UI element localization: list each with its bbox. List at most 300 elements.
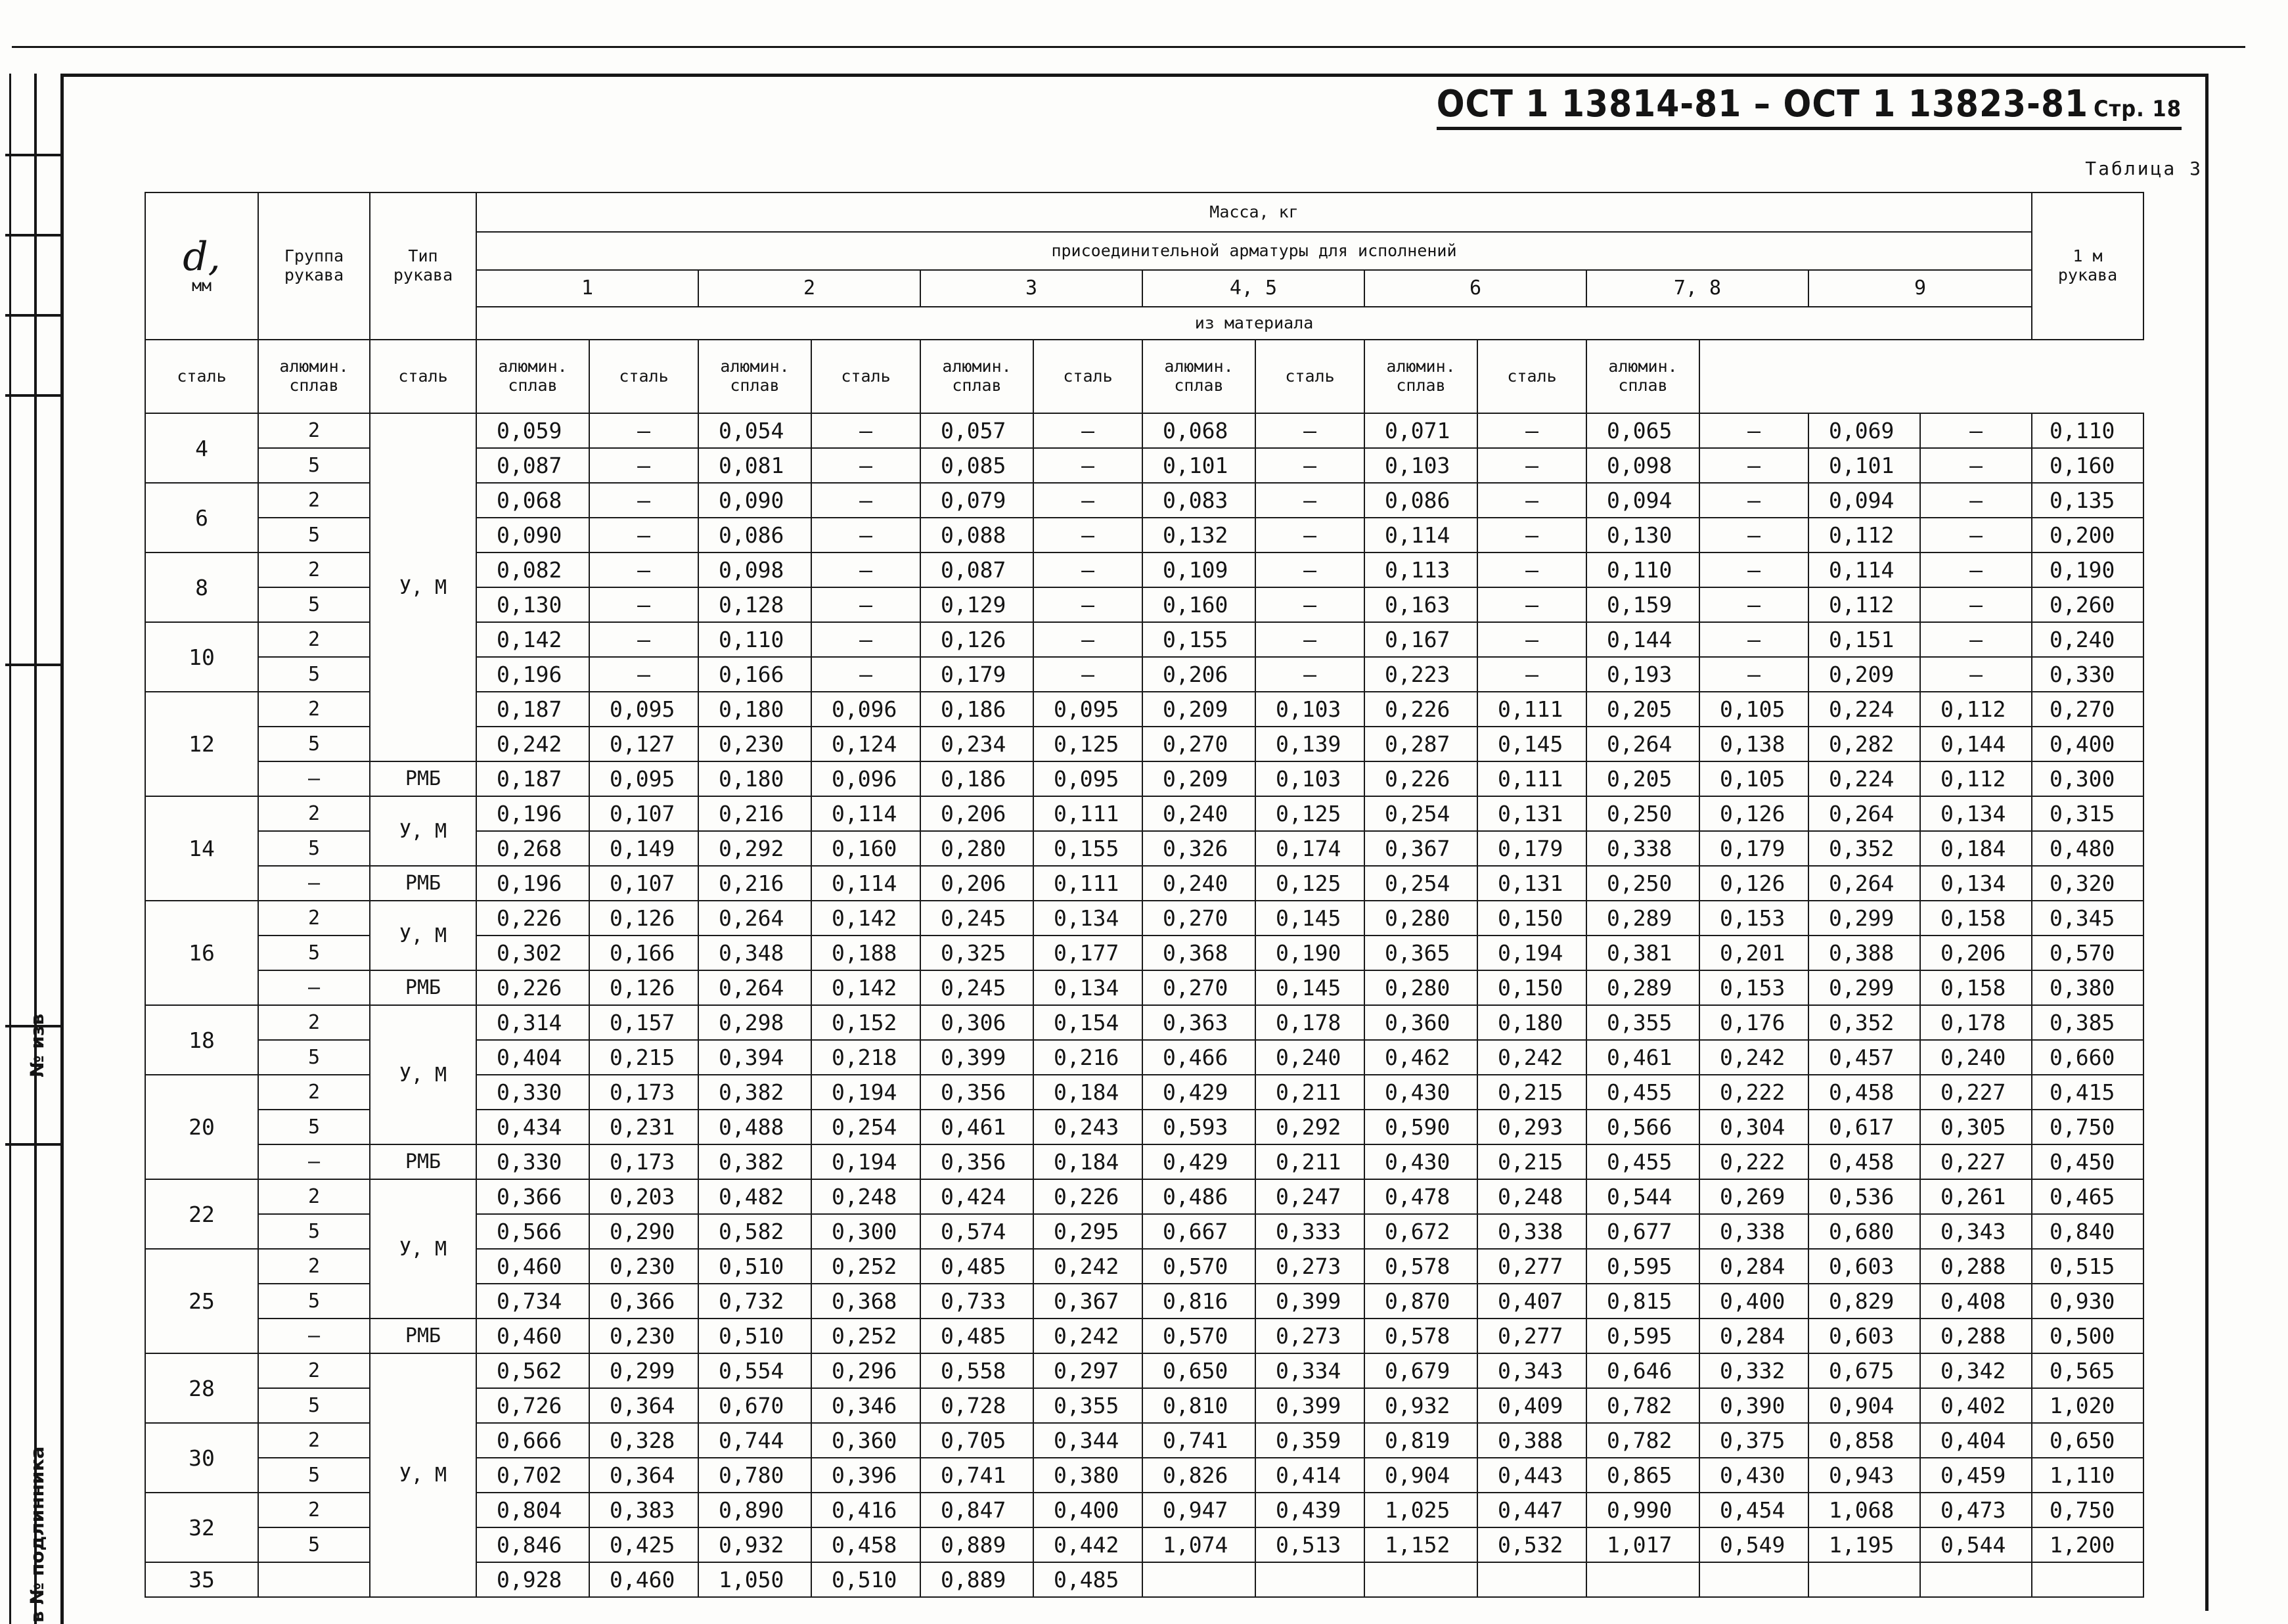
alloy-mass-cell: 0,293	[1477, 1110, 1586, 1144]
alloy-mass-cell: 0,473	[1920, 1493, 2032, 1527]
steel-mass-cell: 0,478	[1364, 1179, 1477, 1214]
hose-group-cell: 2	[258, 1249, 370, 1284]
alloy-mass-cell: 0,211	[1255, 1144, 1364, 1179]
diameter-cell: 4	[145, 413, 258, 483]
alloy-mass-cell: –	[1255, 483, 1364, 518]
steel-mass-cell: 0,430	[1364, 1075, 1477, 1110]
hose-group-cell: –	[258, 1319, 370, 1353]
steel-mass-cell: 0,306	[920, 1005, 1033, 1040]
steel-mass-cell: 0,128	[698, 587, 811, 622]
steel-mass-cell: 0,356	[920, 1144, 1033, 1179]
steel-mass-cell: 0,186	[920, 692, 1033, 727]
hose-mass-cell: 0,190	[2032, 553, 2143, 587]
steel-mass-cell: 0,667	[1142, 1214, 1255, 1249]
hose-mass-cell: 0,160	[2032, 448, 2143, 483]
steel-mass-cell: 0,726	[476, 1388, 589, 1423]
execution-header: 1	[476, 270, 698, 307]
hose-mass-cell: 0,515	[2032, 1249, 2143, 1284]
hose-mass-cell: 0,660	[2032, 1040, 2143, 1075]
alloy-mass-cell: –	[1255, 518, 1364, 553]
steel-mass-cell: 0,180	[698, 761, 811, 796]
steel-mass-cell: 0,352	[1808, 831, 1920, 866]
alloy-mass-cell: 0,107	[589, 866, 698, 901]
steel-mass-cell: 0,282	[1808, 727, 1920, 761]
alloy-mass-cell: –	[1699, 518, 1808, 553]
alloy-mass-cell: 0,134	[1920, 796, 2032, 831]
alloy-mass-cell: 0,399	[1255, 1284, 1364, 1319]
aluminum-alloy-header: алюмин. сплав	[920, 340, 1033, 413]
steel-mass-cell	[1586, 1562, 1699, 1597]
hose-group-cell: 5	[258, 1388, 370, 1423]
alloy-mass-cell: –	[811, 587, 920, 622]
steel-mass-cell: 0,085	[920, 448, 1033, 483]
steel-mass-cell: 0,382	[698, 1075, 811, 1110]
steel-mass-cell: 0,399	[920, 1040, 1033, 1075]
steel-mass-cell: 0,268	[476, 831, 589, 866]
diameter-cell: 22	[145, 1179, 258, 1249]
alloy-mass-cell: 0,173	[589, 1144, 698, 1179]
steel-mass-cell: 0,388	[1808, 936, 1920, 970]
hose-type-cell: РМБ	[370, 866, 476, 901]
steel-mass-cell: 0,090	[698, 483, 811, 518]
steel-mass-cell: 0,782	[1586, 1423, 1699, 1458]
steel-mass-cell: 0,206	[920, 796, 1033, 831]
steel-mass-cell: 0,088	[920, 518, 1033, 553]
alloy-mass-cell: 0,442	[1033, 1527, 1142, 1562]
steel-mass-cell	[1142, 1562, 1255, 1597]
steel-mass-cell: 0,264	[1808, 866, 1920, 901]
alloy-mass-cell: –	[1699, 587, 1808, 622]
steel-mass-cell: 0,325	[920, 936, 1033, 970]
alloy-mass-cell: 0,155	[1033, 831, 1142, 866]
steel-mass-cell: 0,365	[1364, 936, 1477, 970]
hose-group-cell: –	[258, 1144, 370, 1179]
table-row	[145, 901, 2143, 936]
alloy-mass-cell: 0,388	[1477, 1423, 1586, 1458]
alloy-mass-cell: 0,149	[589, 831, 698, 866]
alloy-mass-cell: 0,114	[811, 796, 920, 831]
steel-mass-cell: 0,083	[1142, 483, 1255, 518]
alloy-mass-cell: 0,366	[589, 1284, 698, 1319]
steel-mass-cell: 0,098	[698, 553, 811, 587]
hose-group-cell: –	[258, 970, 370, 1005]
alloy-mass-cell: 0,328	[589, 1423, 698, 1458]
alloy-mass-cell: –	[1255, 553, 1364, 587]
steel-mass-cell: 1,152	[1364, 1527, 1477, 1562]
steel-mass-cell: 1,068	[1808, 1493, 1920, 1527]
mass-header: Масса, кг	[476, 192, 2032, 232]
hose-type-cell: РМБ	[370, 970, 476, 1005]
steel-mass-cell: 0,429	[1142, 1075, 1255, 1110]
alloy-mass-cell: 0,112	[1920, 692, 2032, 727]
alloy-mass-cell: 0,126	[1699, 866, 1808, 901]
alloy-mass-cell: 0,402	[1920, 1388, 2032, 1423]
alloy-mass-cell: 0,105	[1699, 692, 1808, 727]
hose-group-cell: 2	[258, 1179, 370, 1214]
alloy-mass-cell: 0,227	[1920, 1075, 2032, 1110]
steel-mass-cell: 0,082	[476, 553, 589, 587]
steel-mass-cell: 0,226	[476, 970, 589, 1005]
alloy-mass-cell: 0,095	[1033, 692, 1142, 727]
aluminum-alloy-header: алюмин. сплав	[476, 340, 589, 413]
alloy-mass-cell: 0,178	[1255, 1005, 1364, 1040]
alloy-mass-cell: 0,364	[589, 1458, 698, 1493]
hose-group-cell: –	[258, 761, 370, 796]
alloy-mass-cell: 0,145	[1255, 970, 1364, 1005]
alloy-mass-cell: –	[1920, 483, 2032, 518]
steel-mass-cell: 0,110	[1586, 553, 1699, 587]
alloy-mass-cell: –	[1920, 553, 2032, 587]
steel-mass-cell: 0,160	[1142, 587, 1255, 622]
steel-mass-cell: 0,815	[1586, 1284, 1699, 1319]
alloy-mass-cell: 0,111	[1033, 796, 1142, 831]
steel-mass-cell: 0,482	[698, 1179, 811, 1214]
steel-mass-cell: 0,166	[698, 657, 811, 692]
steel-mass-cell: 0,264	[1586, 727, 1699, 761]
diameter-unit: мм	[191, 275, 212, 295]
steel-mass-cell: 0,059	[476, 413, 589, 448]
alloy-mass-cell: 0,215	[1477, 1075, 1586, 1110]
aluminum-alloy-header: алюмин. сплав	[258, 340, 370, 413]
steel-mass-cell: 0,155	[1142, 622, 1255, 657]
alloy-mass-cell: 0,460	[589, 1562, 698, 1597]
alloy-mass-cell: –	[1255, 657, 1364, 692]
alloy-mass-cell: 0,114	[811, 866, 920, 901]
steel-mass-cell: 0,216	[698, 866, 811, 901]
hose-group-cell: 5	[258, 831, 370, 866]
steel-mass-cell: 0,087	[476, 448, 589, 483]
diameter-cell: 12	[145, 692, 258, 796]
alloy-mass-cell: 0,277	[1477, 1249, 1586, 1284]
alloy-mass-cell: 0,368	[811, 1284, 920, 1319]
hose-mass-cell: 0,135	[2032, 483, 2143, 518]
alloy-mass-cell: 0,383	[589, 1493, 698, 1527]
steel-mass-cell: 0,132	[1142, 518, 1255, 553]
alloy-mass-cell: 0,184	[1033, 1075, 1142, 1110]
alloy-mass-cell: –	[1920, 518, 2032, 553]
alloy-mass-cell: –	[589, 483, 698, 518]
alloy-mass-cell: 0,184	[1033, 1144, 1142, 1179]
steel-mass-cell: 0,603	[1808, 1249, 1920, 1284]
steel-mass-cell: 0,130	[476, 587, 589, 622]
steel-mass-cell: 0,904	[1808, 1388, 1920, 1423]
hose-mass-cell: 0,300	[2032, 761, 2143, 796]
margin-tick	[5, 1143, 60, 1146]
steel-mass-cell: 0,079	[920, 483, 1033, 518]
hose-group-header: Группа рукава	[258, 192, 370, 340]
alloy-mass-cell: 0,332	[1699, 1353, 1808, 1388]
steel-mass-cell: 0,744	[698, 1423, 811, 1458]
steel-mass-cell: 0,646	[1586, 1353, 1699, 1388]
alloy-mass-cell: –	[811, 518, 920, 553]
steel-mass-cell: 0,094	[1586, 483, 1699, 518]
steel-mass-cell: 0,338	[1586, 831, 1699, 866]
steel-mass-cell: 1,017	[1586, 1527, 1699, 1562]
steel-mass-cell: 0,230	[698, 727, 811, 761]
standard-code: ОСТ 1 13814-81 – ОСТ 1 13823-81	[1436, 83, 2089, 125]
steel-mass-cell: 1,074	[1142, 1527, 1255, 1562]
alloy-mass-cell: 0,380	[1033, 1458, 1142, 1493]
hose-mass-cell: 0,750	[2032, 1493, 2143, 1527]
alloy-mass-cell: 0,194	[1477, 936, 1586, 970]
alloy-mass-cell: 0,240	[1920, 1040, 2032, 1075]
steel-mass-cell: 0,562	[476, 1353, 589, 1388]
alloy-mass-cell: 0,399	[1255, 1388, 1364, 1423]
alloy-mass-cell: 0,396	[811, 1458, 920, 1493]
diameter-cell: 18	[145, 1005, 258, 1075]
alloy-mass-cell: 0,190	[1255, 936, 1364, 970]
steel-mass-cell: 0,179	[920, 657, 1033, 692]
steel-mass-cell: 0,536	[1808, 1179, 1920, 1214]
diameter-cell: 28	[145, 1353, 258, 1423]
alloy-mass-cell: 0,277	[1477, 1319, 1586, 1353]
alloy-mass-cell: 0,409	[1477, 1388, 1586, 1423]
alloy-mass-cell: 0,145	[1477, 727, 1586, 761]
steel-mass-cell: 0,087	[920, 553, 1033, 587]
alloy-mass-cell: 0,338	[1699, 1214, 1808, 1249]
table-row	[145, 1353, 2143, 1388]
steel-mass-cell: 0,932	[698, 1527, 811, 1562]
alloy-mass-cell: 0,111	[1477, 692, 1586, 727]
alloy-mass-cell: 0,284	[1699, 1249, 1808, 1284]
steel-mass-cell: 0,846	[476, 1527, 589, 1562]
alloy-mass-cell: 0,178	[1920, 1005, 2032, 1040]
alloy-mass-cell: 0,261	[1920, 1179, 2032, 1214]
alloy-mass-cell: 0,513	[1255, 1527, 1364, 1562]
hose-type-cell: РМБ	[370, 1319, 476, 1353]
steel-mass-cell: 0,186	[920, 761, 1033, 796]
alloy-mass-cell: 0,439	[1255, 1493, 1364, 1527]
steel-mass-cell: 0,209	[1808, 657, 1920, 692]
alloy-mass-cell: –	[1699, 657, 1808, 692]
steel-mass-cell: 0,205	[1586, 692, 1699, 727]
steel-mass-cell: 0,943	[1808, 1458, 1920, 1493]
hose-type-cell: У, М	[370, 413, 476, 761]
alloy-mass-cell: 0,222	[1699, 1075, 1808, 1110]
alloy-mass-cell: –	[1033, 518, 1142, 553]
table-row	[145, 796, 2143, 831]
alloy-mass-cell: 0,297	[1033, 1353, 1142, 1388]
alloy-mass-cell: 0,154	[1033, 1005, 1142, 1040]
table-label: Таблица 3	[2085, 158, 2203, 179]
hose-group-cell: 5	[258, 1458, 370, 1493]
alloy-mass-cell: –	[811, 657, 920, 692]
alloy-mass-cell: 0,242	[1699, 1040, 1808, 1075]
hose-mass-cell: 0,415	[2032, 1075, 2143, 1110]
steel-mass-cell: 0,672	[1364, 1214, 1477, 1249]
hose-group-cell: 2	[258, 413, 370, 448]
page-number: Стр. 18	[2094, 96, 2182, 122]
steel-mass-cell: 0,068	[1142, 413, 1255, 448]
alloy-mass-cell: 0,273	[1255, 1249, 1364, 1284]
steel-mass-cell: 0,728	[920, 1388, 1033, 1423]
alloy-mass-cell: –	[811, 483, 920, 518]
alloy-mass-cell: 0,296	[811, 1353, 920, 1388]
alloy-mass-cell: 0,364	[589, 1388, 698, 1423]
steel-mass-cell: 0,065	[1586, 413, 1699, 448]
steel-mass-cell: 0,226	[1364, 761, 1477, 796]
alloy-mass-cell: 0,177	[1033, 936, 1142, 970]
steel-header: сталь	[1033, 340, 1142, 413]
alloy-mass-cell: 0,269	[1699, 1179, 1808, 1214]
steel-mass-cell: 0,130	[1586, 518, 1699, 553]
steel-mass-cell: 0,299	[1808, 901, 1920, 936]
alloy-mass-cell: 0,510	[811, 1562, 920, 1597]
alloy-mass-cell: 0,243	[1033, 1110, 1142, 1144]
steel-mass-cell: 0,429	[1142, 1144, 1255, 1179]
alloy-mass-cell: 0,111	[1033, 866, 1142, 901]
hose-group-cell: 5	[258, 518, 370, 553]
steel-mass-cell: 0,617	[1808, 1110, 1920, 1144]
alloy-mass-cell: –	[589, 448, 698, 483]
alloy-mass-cell: 0,111	[1477, 761, 1586, 796]
hose-group-cell: 2	[258, 1005, 370, 1040]
alloy-mass-cell: 0,131	[1477, 796, 1586, 831]
alloy-mass-cell: 0,201	[1699, 936, 1808, 970]
steel-mass-cell: 1,025	[1364, 1493, 1477, 1527]
steel-mass-cell: 0,804	[476, 1493, 589, 1527]
alloy-mass-cell: –	[1477, 483, 1586, 518]
steel-mass-cell: 0,485	[920, 1249, 1033, 1284]
steel-mass-cell: 0,593	[1142, 1110, 1255, 1144]
hose-mass-cell: 0,465	[2032, 1179, 2143, 1214]
binding-margin-line	[34, 74, 37, 1624]
steel-mass-cell: 0,114	[1364, 518, 1477, 553]
steel-mass-cell: 0,810	[1142, 1388, 1255, 1423]
steel-mass-cell: 0,142	[476, 622, 589, 657]
diameter-cell: 16	[145, 901, 258, 1005]
steel-mass-cell: 0,270	[1142, 970, 1255, 1005]
alloy-mass-cell: 0,343	[1920, 1214, 2032, 1249]
steel-mass-cell: 0,366	[476, 1179, 589, 1214]
alloy-mass-cell: 0,125	[1255, 866, 1364, 901]
hose-mass-cell: 1,020	[2032, 1388, 2143, 1423]
alloy-mass-cell: 0,153	[1699, 970, 1808, 1005]
hose-mass-cell: 0,345	[2032, 901, 2143, 936]
outer-margin-line	[9, 74, 11, 1624]
execution-header: 2	[698, 270, 920, 307]
alloy-mass-cell: 0,142	[811, 901, 920, 936]
steel-mass-cell: 0,582	[698, 1214, 811, 1249]
steel-mass-cell: 0,458	[1808, 1075, 1920, 1110]
aluminum-alloy-header: алюмин. сплав	[1586, 340, 1699, 413]
alloy-mass-cell	[1699, 1562, 1808, 1597]
hose-type-cell: У, М	[370, 1005, 476, 1144]
alloy-mass-cell: 0,160	[811, 831, 920, 866]
alloy-mass-cell: 0,144	[1920, 727, 2032, 761]
alloy-mass-cell: 0,242	[1477, 1040, 1586, 1075]
alloy-mass-cell: –	[1477, 413, 1586, 448]
hose-type-cell: У, М	[370, 796, 476, 866]
steel-mass-cell: 0,302	[476, 936, 589, 970]
hose-mass-cell: 1,110	[2032, 1458, 2143, 1493]
alloy-mass-cell: 0,127	[589, 727, 698, 761]
hose-group-cell: 2	[258, 1493, 370, 1527]
steel-mass-cell: 0,485	[920, 1319, 1033, 1353]
diameter-cell: 6	[145, 483, 258, 553]
aluminum-alloy-header: алюмин. сплав	[698, 340, 811, 413]
steel-mass-cell: 0,404	[476, 1040, 589, 1075]
hose-mass-cell: 0,200	[2032, 518, 2143, 553]
alloy-mass-cell: 0,194	[811, 1075, 920, 1110]
steel-mass-cell: 0,733	[920, 1284, 1033, 1319]
steel-mass-cell: 0,847	[920, 1493, 1033, 1527]
margin-tick	[5, 154, 60, 156]
alloy-mass-cell: 0,430	[1699, 1458, 1808, 1493]
alloy-mass-cell: 0,485	[1033, 1562, 1142, 1597]
alloy-mass-cell: 0,179	[1477, 831, 1586, 866]
steel-mass-cell: 0,289	[1586, 901, 1699, 936]
hose-mass-cell: 0,270	[2032, 692, 2143, 727]
alloy-mass-cell: 0,153	[1699, 901, 1808, 936]
steel-mass-cell: 0,264	[1808, 796, 1920, 831]
steel-mass-cell: 0,702	[476, 1458, 589, 1493]
steel-mass-cell: 0,298	[698, 1005, 811, 1040]
alloy-mass-cell: 0,288	[1920, 1249, 2032, 1284]
alloy-mass-cell: –	[1699, 553, 1808, 587]
steel-mass-cell: 0,113	[1364, 553, 1477, 587]
alloy-mass-cell: –	[1477, 587, 1586, 622]
steel-mass-cell: 0,240	[1142, 866, 1255, 901]
table-row	[145, 866, 2143, 901]
alloy-mass-cell: 0,248	[811, 1179, 920, 1214]
hose-mass-cell: 0,570	[2032, 936, 2143, 970]
alloy-mass-cell: 0,408	[1920, 1284, 2032, 1319]
hose-type-cell: У, М	[370, 1353, 476, 1597]
alloy-mass-cell: 0,203	[589, 1179, 698, 1214]
hose-group-cell: 5	[258, 1040, 370, 1075]
steel-mass-cell: 0,159	[1586, 587, 1699, 622]
steel-mass-cell: 0,254	[1364, 866, 1477, 901]
execution-header: 3	[920, 270, 1142, 307]
steel-mass-cell: 0,264	[698, 901, 811, 936]
alloy-mass-cell: 0,112	[1920, 761, 2032, 796]
alloy-mass-cell: 0,096	[811, 761, 920, 796]
steel-mass-cell: 0,434	[476, 1110, 589, 1144]
alloy-mass-cell: 0,242	[1033, 1249, 1142, 1284]
steel-mass-cell: 0,574	[920, 1214, 1033, 1249]
steel-mass-cell: 0,904	[1364, 1458, 1477, 1493]
alloy-mass-cell: 0,290	[589, 1214, 698, 1249]
diameter-cell: 10	[145, 622, 258, 692]
alloy-mass-cell: 0,404	[1920, 1423, 2032, 1458]
alloy-mass-cell: 0,292	[1255, 1110, 1364, 1144]
steel-mass-cell: 0,510	[698, 1319, 811, 1353]
alloy-mass-cell: 0,103	[1255, 692, 1364, 727]
alloy-mass-cell: –	[1477, 518, 1586, 553]
table-row	[145, 1179, 2143, 1214]
hose-group-cell: 5	[258, 448, 370, 483]
alloy-mass-cell: 0,215	[1477, 1144, 1586, 1179]
alloy-mass-cell: 0,179	[1699, 831, 1808, 866]
steel-mass-cell: 0,381	[1586, 936, 1699, 970]
alloy-mass-cell: 0,252	[811, 1319, 920, 1353]
alloy-mass-cell: 0,248	[1477, 1179, 1586, 1214]
steel-header: сталь	[1255, 340, 1364, 413]
alloy-mass-cell: 0,158	[1920, 970, 2032, 1005]
alloy-mass-cell: 0,218	[811, 1040, 920, 1075]
alloy-mass-cell: 0,134	[1033, 970, 1142, 1005]
steel-mass-cell: 0,270	[1142, 901, 1255, 936]
alloy-mass-cell	[1920, 1562, 2032, 1597]
steel-mass-cell: 0,167	[1364, 622, 1477, 657]
alloy-mass-cell: 0,103	[1255, 761, 1364, 796]
alloy-mass-cell: 0,355	[1033, 1388, 1142, 1423]
alloy-mass-cell: 0,139	[1255, 727, 1364, 761]
diameter-header	[145, 192, 258, 340]
alloy-mass-cell: 0,288	[1920, 1319, 2032, 1353]
alloy-mass-cell: 0,095	[589, 761, 698, 796]
